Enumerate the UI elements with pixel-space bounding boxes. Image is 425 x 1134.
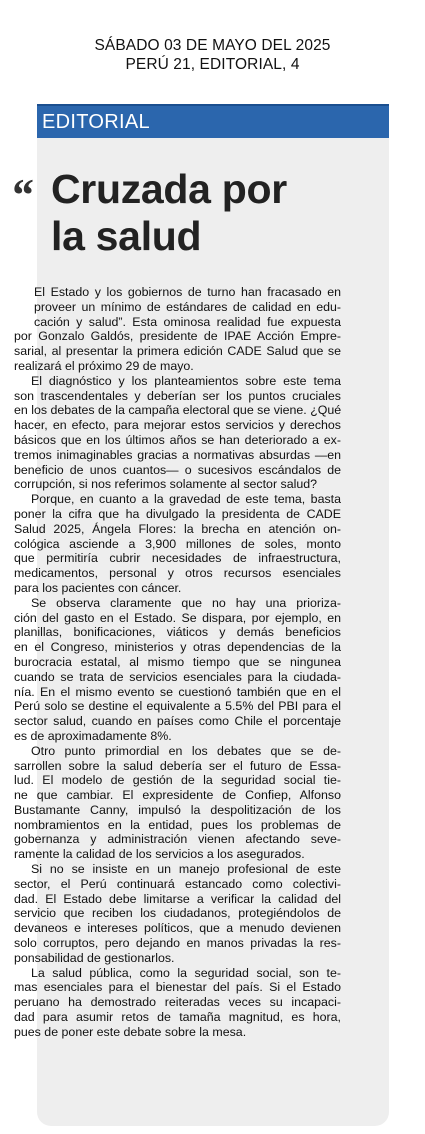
text-line: sector salud, cuando en países como Chile el porcentaje [14,714,341,729]
text-line: El Estado y los gobiernos de turno han fracasado en [34,285,341,299]
text-line: La salud pública, como la seguridad social, son te- [31,965,341,980]
text-line: ne que cambiar. El expresidente de Confiep, Alfonso [14,788,341,803]
section-label: EDITORIAL [42,111,150,133]
dateline-date: SÁBADO 03 DE MAYO DEL 2025 [94,37,331,54]
text-line: sector, el Perú continuará estancado como colectivi- [14,876,341,891]
text-line: corrupción, si nos referimos solamente al sector salud? [14,477,318,492]
text-line: hacer, en efecto, para mejorar estos servicios y derechos [14,418,341,433]
text-line: peruano ha demostrado reiteradas veces su incapaci- [14,995,341,1010]
section-bar [37,104,389,138]
text-line: nombramientos en la entidad, pues los problemas de [14,817,341,832]
dateline [0,36,425,74]
headline [51,166,381,260]
text-line: lud. El modelo de gestión de la seguridad social tie- [14,773,341,788]
text-line: en el Congreso, ministerios y otras dependencias de la [14,640,341,655]
text-line: planillas, bonificaciones, viáticos y demás beneficios [14,625,341,640]
text-line: dad. El Estado debe limitarse a verificar la calidad del [14,891,341,906]
text-line: devaneos e intereses políticos, que a menudo devienen [14,921,341,936]
text-line: en los debates de la campaña electoral que se viene. ¿Qué [14,403,341,418]
headline-line: la salud [51,213,202,259]
text-line: Perú solo se destine el equivalente a 5.5% del PBI para el [14,699,341,714]
text-line: nía. En el mismo evento se cuestionó también que en el [14,684,341,699]
text-line: básicos que en los últimos años se han deteriorado a ex- [14,432,341,447]
text-line: dad para asumir retos de tamaña magnitud, es hora, [14,1010,341,1025]
text-line: para los pacientes con cáncer. [14,580,182,595]
text-line: realizará el próximo 29 de mayo. [14,358,194,373]
text-line: pues de poner este debate sobre la mesa. [14,1024,247,1039]
text-line: ramente la calidad de los servicios a los asegurados. [14,847,305,862]
text-line: Se observa claramente que no hay una prioriza- [31,595,341,610]
text-line: Salud 2025, Ángela Flores: la brecha en atención on- [14,521,341,536]
text-line: Porque, en cuanto a la gravedad de este tema, basta [31,492,341,507]
text-line: ción del gasto en el Estado. Se dispara, por ejemplo, en [14,610,341,625]
text-line: son trascendentales y deberían ser los puntos cruciales [14,388,341,403]
text-line: que permitiría cubrir necesidades de infraestructura, [14,551,341,566]
text-line: Bustamante Canny, impulsó la despolitización de los [14,802,341,817]
text-line: por Gonzalo Galdós, presidente de IPAE Acción Empre- [14,329,341,344]
text-line: cuando se trata de servicios esenciales para la ciudada- [14,669,341,684]
text-line: medicamentos, personal y otros recursos esenciales [14,566,341,581]
text-line: El diagnóstico y los planteamientos sobre este tema [31,373,341,388]
text-line: gobernanza y administración vienen afectando seve- [14,832,341,847]
text-line: tremos inimaginables gracias a normativas absurdas —en [14,447,341,462]
text-line: cológica asciende a 3,900 millones de soles, monto [14,536,341,551]
text-line: sarrollen sobre la salud debería ser el futuro de Essa- [14,758,341,773]
text-line: ponsabilidad de gestionarlos. [14,950,175,965]
text-line: sarial, al presentar la primera edición CADE Salud que se [14,344,341,359]
text-line: poner la cifra que ha divulgado la presidenta de CADE [14,506,341,521]
opening-quote-mark: “ [10,169,33,220]
article-body [14,285,341,1040]
text-line: es de aproximadamente 8%. [14,728,172,743]
text-line: solo corruptos, pero dejando en manos privadas la res- [14,936,341,951]
text-line: Si no se insiste en un manejo profesional de este [31,862,341,877]
dateline-source: PERÚ 21, EDITORIAL, 4 [125,56,300,73]
text-line: burocracia estatal, al mismo tiempo que se ningunea [14,654,341,669]
text-line: cación y salud”. Esta ominosa realidad fue expuesta [34,314,341,329]
text-line: Otro punto primordial en los debates que se de- [31,743,341,758]
text-line: proveer un mínimo de estándares de calidad en edu- [34,299,341,314]
text-line: mas esenciales para el bienestar del país. Si el Estado [14,980,341,995]
headline-line: Cruzada por [51,166,287,212]
text-line: beneficio de unos cuantos— o sucesivos escándalos de [14,462,341,477]
text-line: servicio que reciben los ciudadanos, protegiéndolos de [14,906,341,921]
